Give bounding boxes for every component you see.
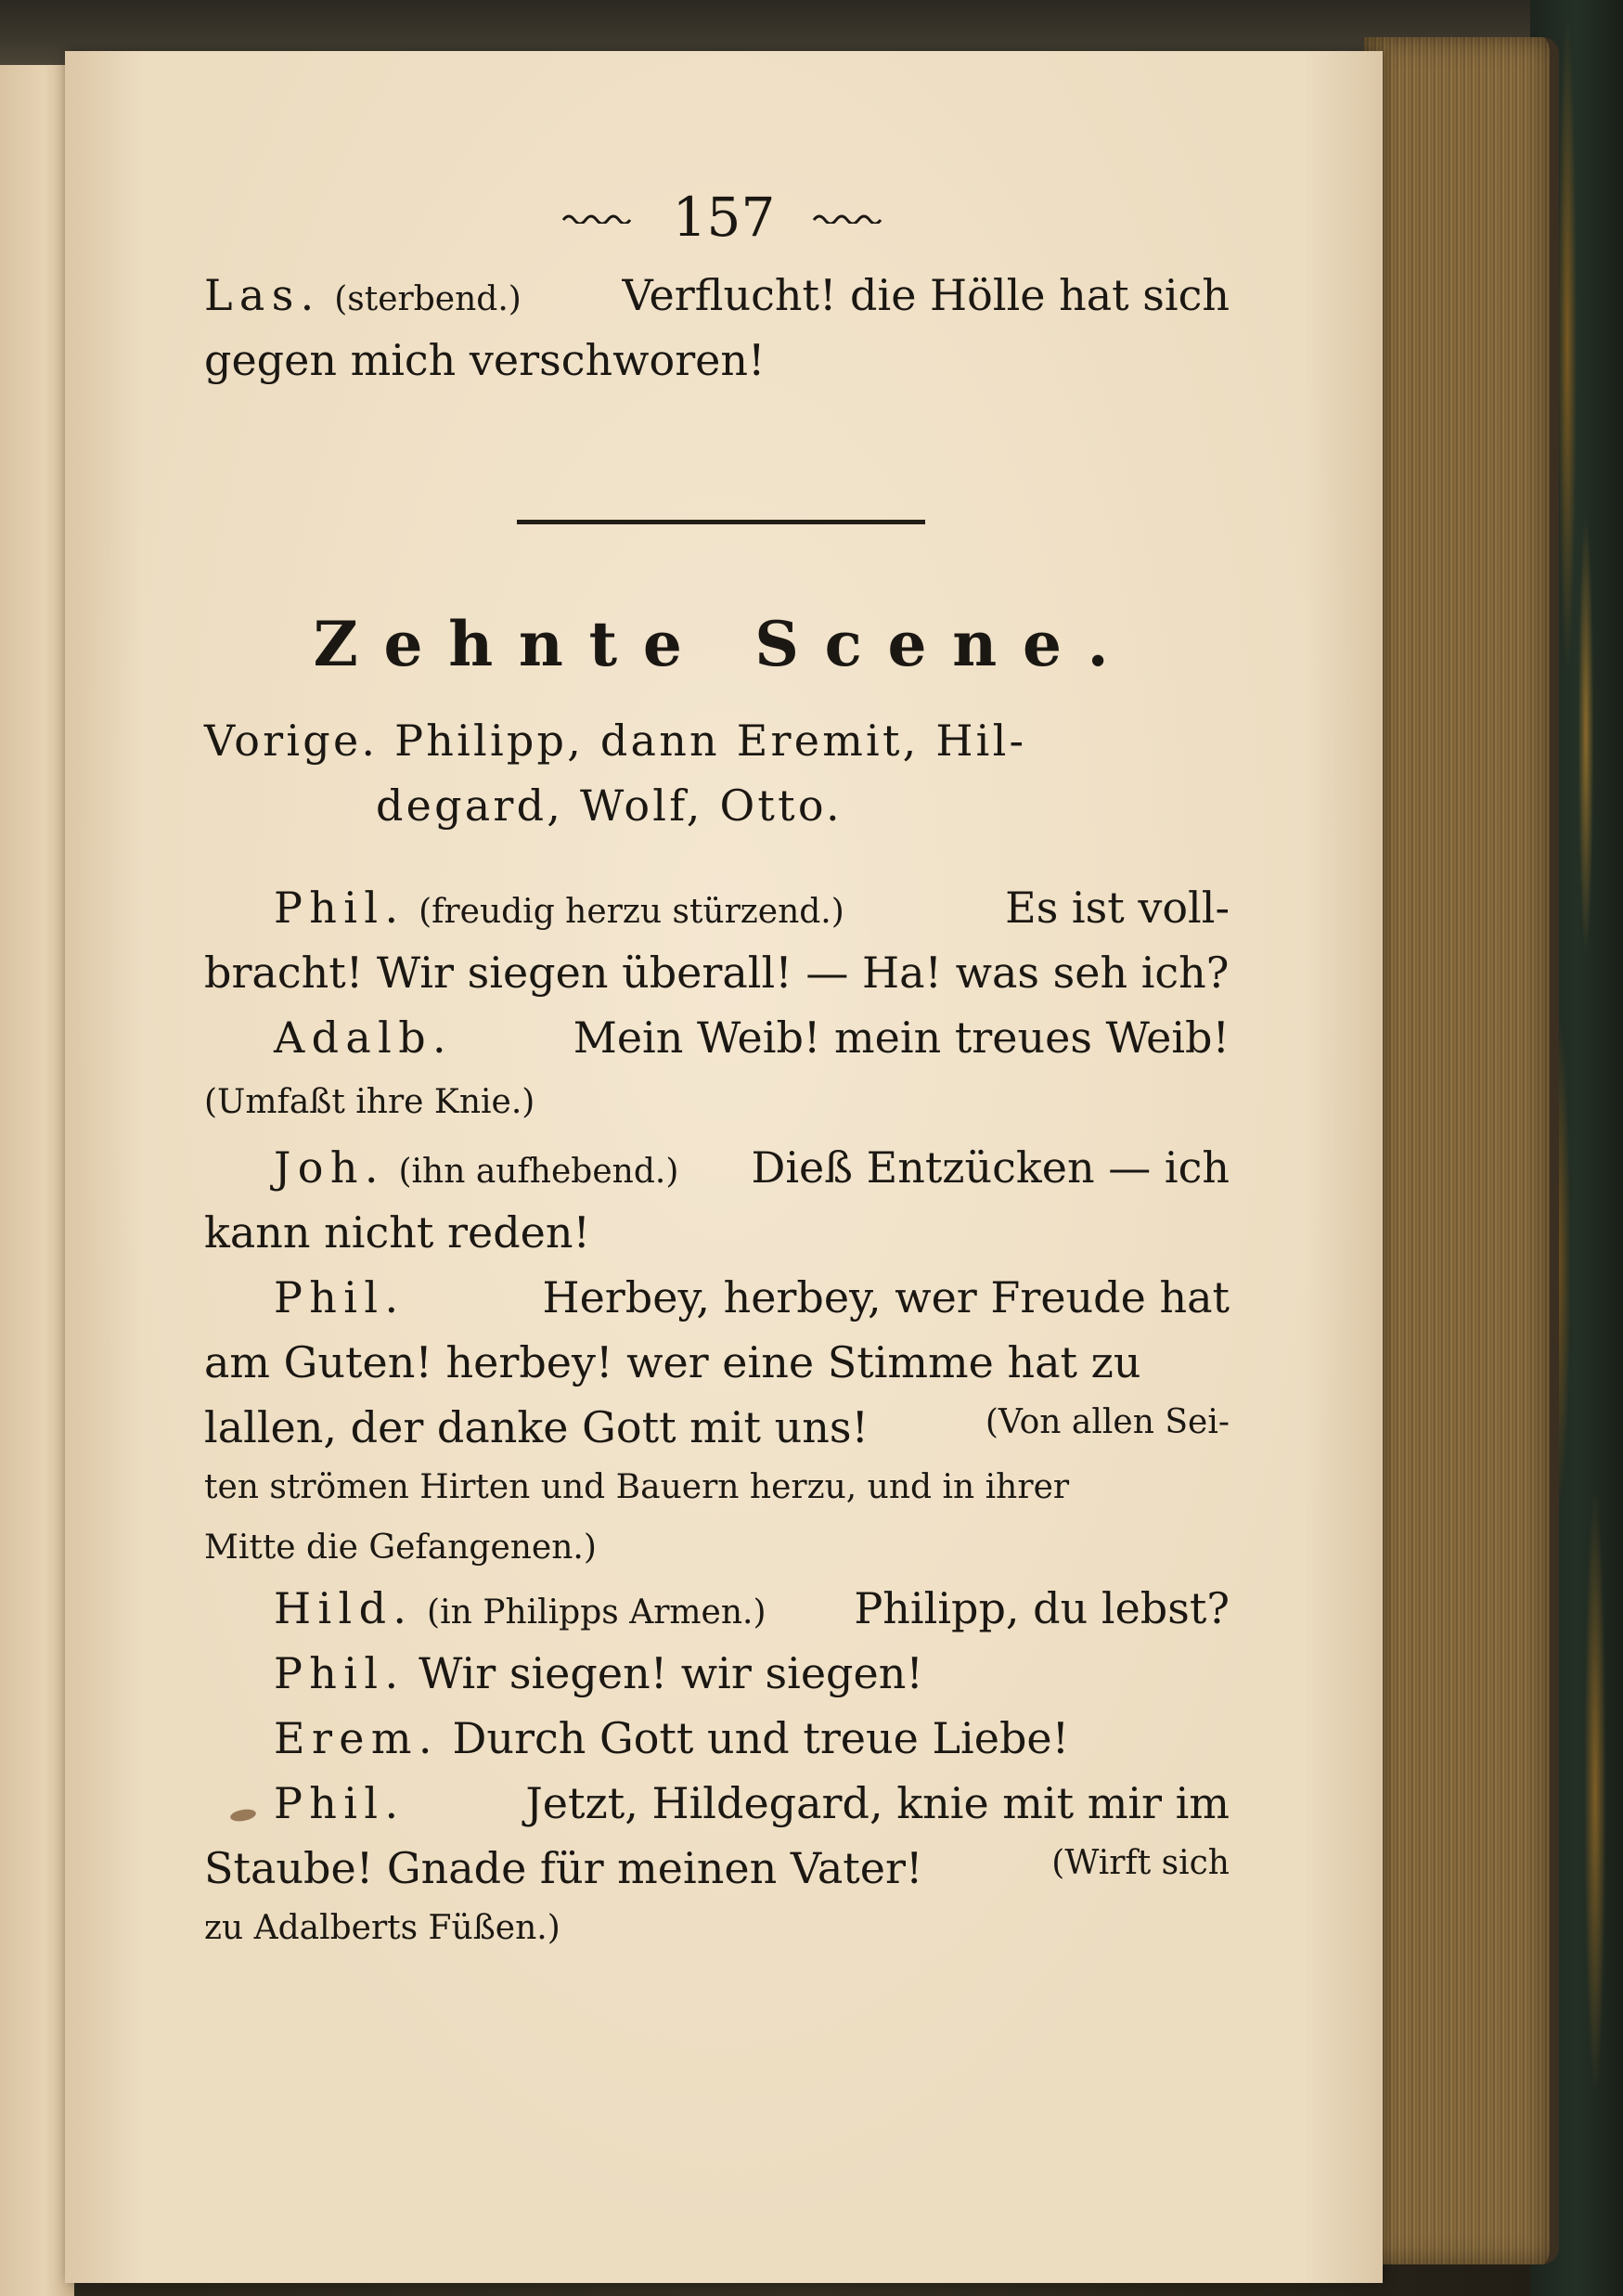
text-line xyxy=(204,1402,1230,1452)
book-page xyxy=(65,51,1383,2283)
page-header xyxy=(65,186,1383,249)
cast-list: Vorige. Philipp, dann Eremit, Hil- xyxy=(204,716,1027,766)
text-line: kann nicht reden! xyxy=(204,1207,590,1258)
text-line xyxy=(274,1583,1230,1633)
text-line xyxy=(274,1778,1230,1828)
stage-direction: (Wirft sich xyxy=(1051,1844,1230,1882)
speaker-name: Phil. xyxy=(274,1778,406,1828)
text-line xyxy=(274,1713,1230,1763)
stage-direction: ten strömen Hirten und Bauern herzu, und in ihrer xyxy=(204,1468,1070,1506)
text-line: bracht! Wir siegen überall! — Ha! was seh ich? xyxy=(204,948,1230,998)
dialogue: Verflucht! die Hölle hat sich xyxy=(622,270,1230,320)
speaker-name: Phil. xyxy=(274,1272,406,1322)
stage-direction: zu Adalberts Füßen.) xyxy=(204,1909,560,1947)
stage-direction: (sterbend.) xyxy=(334,280,522,318)
text-line xyxy=(274,1272,1230,1322)
section-divider xyxy=(517,520,925,524)
dialogue: Herbey, herbey, wer Freude hat xyxy=(542,1272,1230,1322)
stage-direction: (Umfaßt ihre Knie.) xyxy=(204,1083,535,1121)
dialogue: Durch Gott und treue Liebe! xyxy=(452,1713,1070,1763)
text-line xyxy=(274,1648,1230,1698)
dialogue: Es ist voll- xyxy=(1005,883,1230,933)
page-edges xyxy=(1364,37,1559,2264)
text-line xyxy=(274,1013,1230,1063)
text-line: am Guten! herbey! wer eine Stimme hat zu xyxy=(204,1337,1141,1387)
text-line xyxy=(274,883,1230,933)
speaker-name: Adalb. xyxy=(274,1013,454,1063)
dialogue: Jetzt, Hildegard, knie mit mir im xyxy=(525,1778,1230,1828)
ornament-right-icon xyxy=(812,211,886,224)
stage-direction: (in Philipps Armen.) xyxy=(427,1593,766,1632)
dialogue: lallen, der danke Gott mit uns! xyxy=(204,1402,869,1452)
text-line xyxy=(274,1142,1230,1193)
stage-direction: (ihn aufhebend.) xyxy=(398,1153,679,1191)
ink-stain xyxy=(229,1808,257,1824)
speaker-name: Phil. xyxy=(274,883,406,933)
text-line: gegen mich verschworen! xyxy=(204,335,766,385)
dialogue: Dieß Entzücken — ich xyxy=(751,1142,1230,1193)
speaker-name: Erem. xyxy=(274,1713,439,1763)
page-number: 157 xyxy=(672,186,776,249)
stage-direction: (Von allen Sei- xyxy=(985,1403,1230,1441)
scene-heading: Zehnte Scene. xyxy=(313,608,1135,680)
speaker-name: Joh. xyxy=(274,1142,385,1193)
stage-direction: Mitte die Gefangenen.) xyxy=(204,1529,597,1567)
dialogue: Staube! Gnade für meinen Vater! xyxy=(204,1843,923,1893)
cast-list: degard, Wolf, Otto. xyxy=(376,780,843,831)
facing-page-edge xyxy=(0,65,74,2296)
speaker-name: Hild. xyxy=(274,1583,414,1633)
dialogue: Philipp, du lebst? xyxy=(854,1583,1230,1633)
speaker-name: Phil. xyxy=(274,1648,406,1698)
dialogue: Wir siegen! wir siegen! xyxy=(419,1648,923,1698)
stage-direction: (freudig herzu stürzend.) xyxy=(419,893,844,931)
ornament-left-icon xyxy=(561,211,636,224)
dialogue: Mein Weib! mein treues Weib! xyxy=(573,1013,1230,1063)
text-line xyxy=(204,270,1230,320)
text-line xyxy=(204,1843,1230,1893)
speaker-name: Las. xyxy=(204,270,321,320)
